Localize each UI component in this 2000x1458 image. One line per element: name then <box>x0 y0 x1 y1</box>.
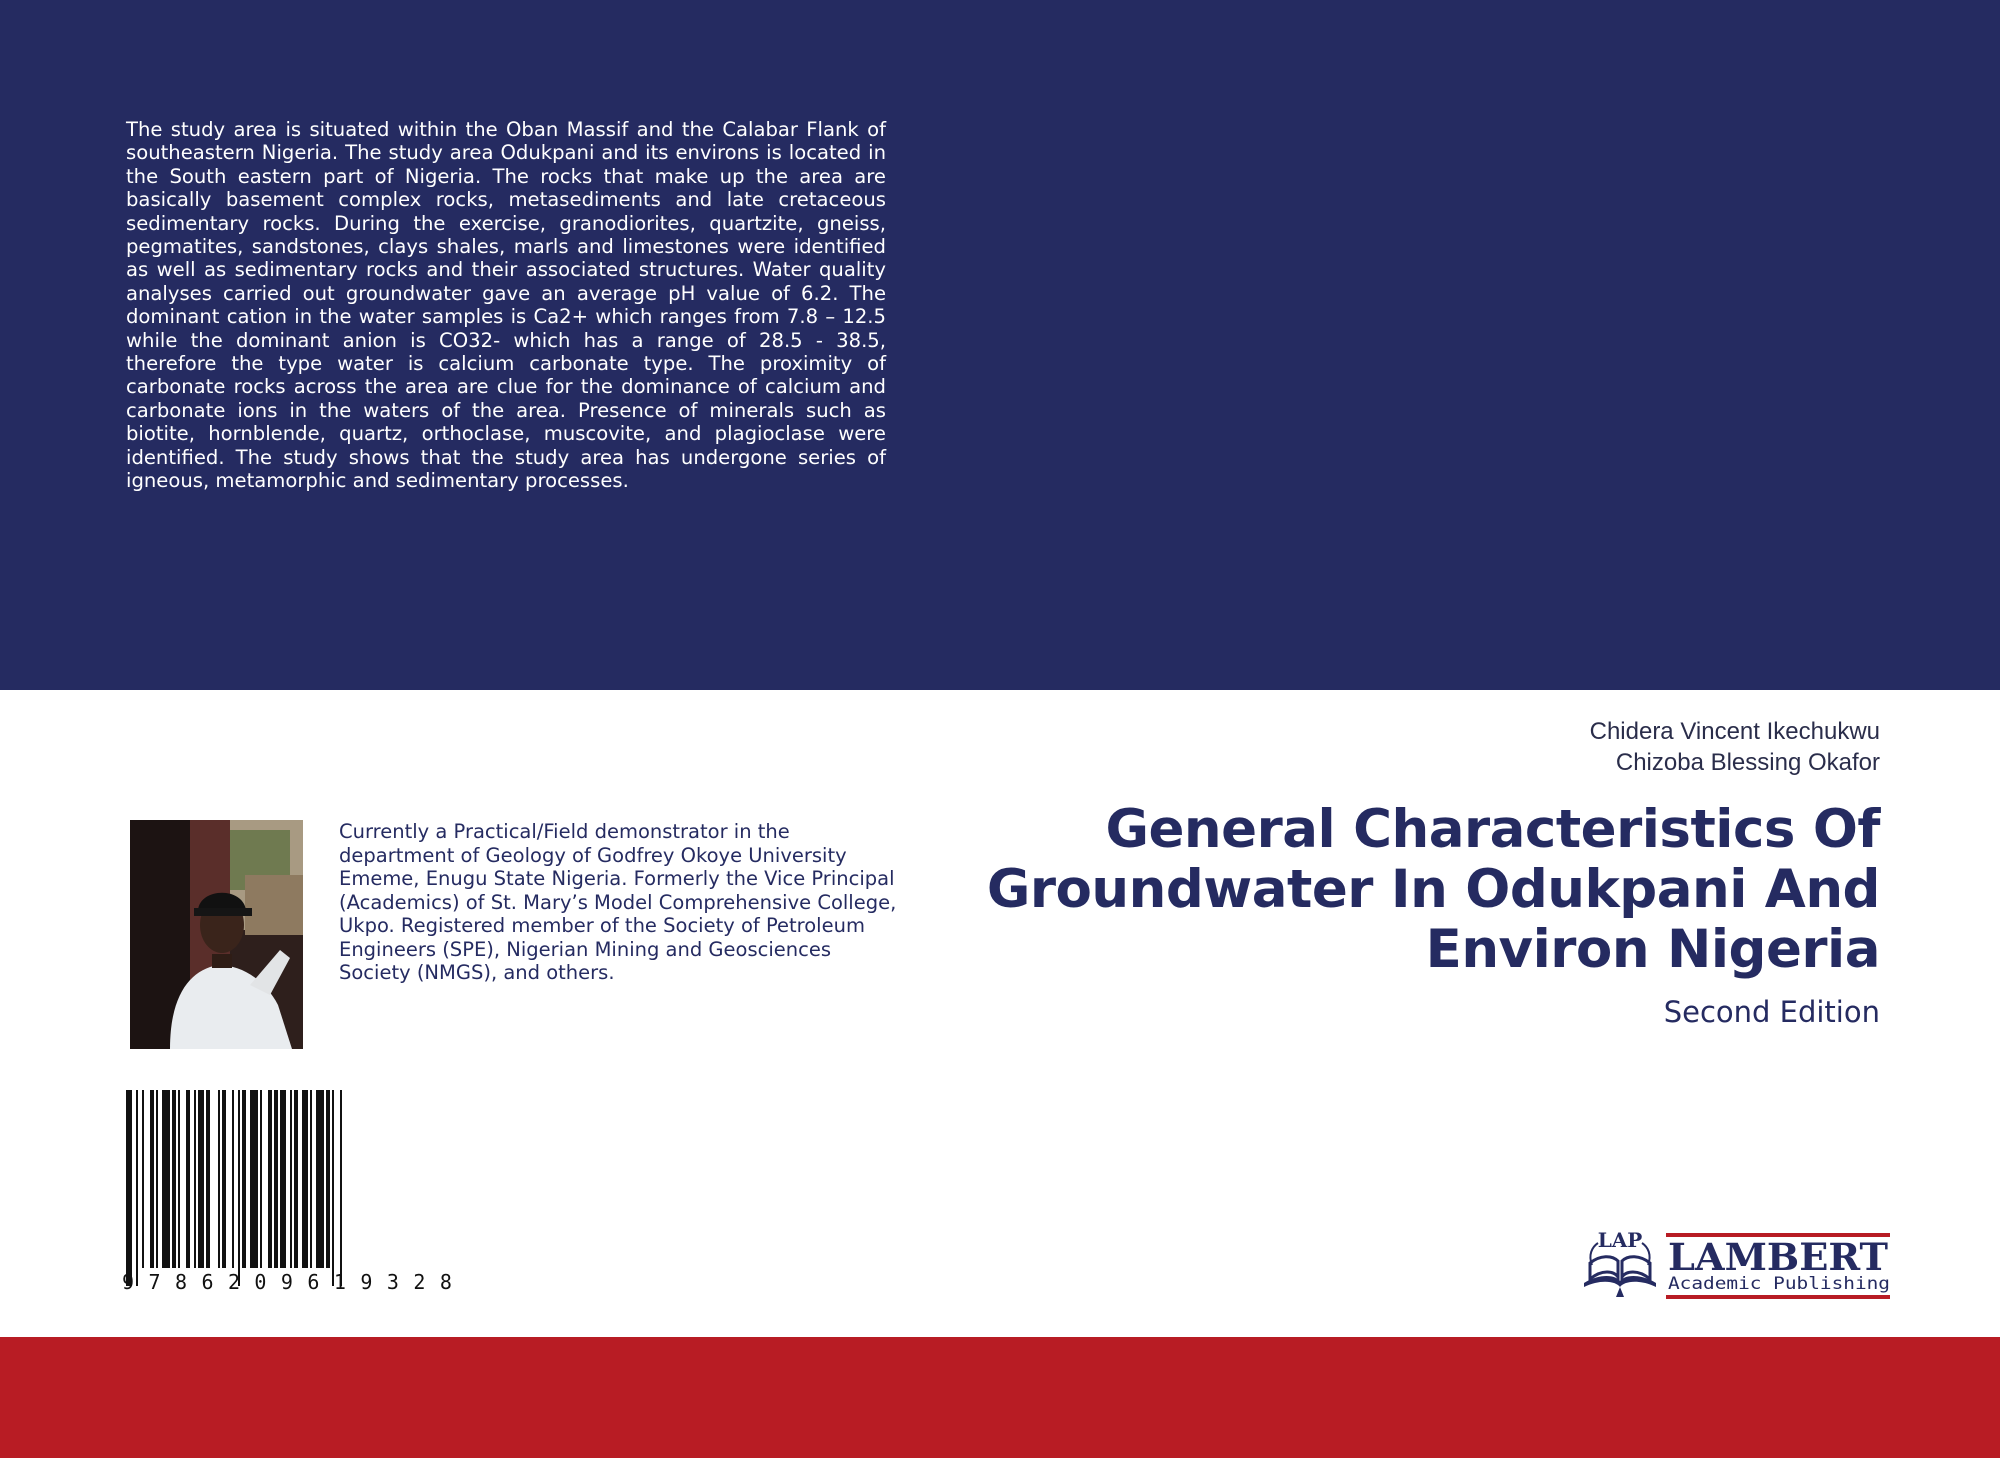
isbn-digit: 6 <box>307 1270 320 1294</box>
isbn-digit: 1 <box>333 1270 346 1294</box>
bottom-red-band <box>0 1337 2000 1458</box>
author-photo <box>130 820 303 1049</box>
isbn-digit: 2 <box>227 1270 240 1294</box>
author-bio: Currently a Practical/Field demonstrator in the department of Geology of Godfrey Okoye University Ememe, Enugu State Nigeria. Formerly the Vice Principal (Academics) of St. Mary’s Model Comprehensive College, Ukpo. Registered member of the Society of Petroleum Engineers (SPE), Nigerian Mining and Geosciences Society (NMGS), and others. <box>339 820 897 984</box>
barcode-graphic <box>124 1090 464 1290</box>
isbn-digit: 8 <box>439 1270 452 1294</box>
author-name: Chidera Vincent Ikechukwu <box>1589 718 1880 745</box>
back-cover-blurb: The study area is situated within the Oban Massif and the Calabar Flank of southeastern Nigeria. The study area Odukpani and its environs is located in the South eastern part of Nigeria. The rocks that make up the area are basically basement complex rocks, metasediments and late cretaceous sedimentary rocks. During the exercise, granodiorites, quartzite, gneiss, pegmatites, sandstones, clays shales, marls and limestones were identified as well as sedimentary rocks and their associated structures. Water quality analyses carried out groundwater gave an average pH value of 6.2. The dominant cation in the water samples is Ca2+ which ranges from 7.8 – 12.5 while the dominant anion is CO32- which has a range of 28.5 - 38.5, therefore the type water is calcium carbonate type. The proximity of carbonate rocks across the area are clue for the dominance of calcium and carbonate ions in the waters of the area. Presence of minerals such as biotite, hornblende, quartz, orthoclase, muscovite, and plagioclase were identified. The study shows that the study area has undergone series of igneous, metamorphic and sedimentary processes. <box>126 118 886 493</box>
publisher-logo <box>1578 1225 1894 1301</box>
publisher-monogram: LAP <box>1597 1228 1643 1252</box>
book-title: General Characteristics Of Groundwater In Odukpani And Environ Nigeria <box>986 799 1880 980</box>
isbn-number <box>122 1270 452 1294</box>
isbn-digit: 3 <box>386 1270 399 1294</box>
author-list <box>1590 716 1880 778</box>
isbn-digit: 7 <box>148 1270 161 1294</box>
edition-label: Second Edition <box>1663 995 1880 1029</box>
isbn-digit: 6 <box>201 1270 214 1294</box>
isbn-digit: 0 <box>254 1270 267 1294</box>
isbn-digit: 8 <box>174 1270 188 1294</box>
isbn-digit: 2 <box>413 1270 426 1294</box>
author-name: Chizoba Blessing Okafor <box>1615 749 1880 776</box>
isbn-digit: 9 <box>360 1270 373 1294</box>
isbn-digit: 9 <box>122 1270 135 1294</box>
publisher-name: LAMBERT <box>1668 1235 1889 1279</box>
isbn-digit: 9 <box>280 1270 293 1294</box>
publisher-subtitle: Academic Publishing <box>1668 1274 1890 1294</box>
